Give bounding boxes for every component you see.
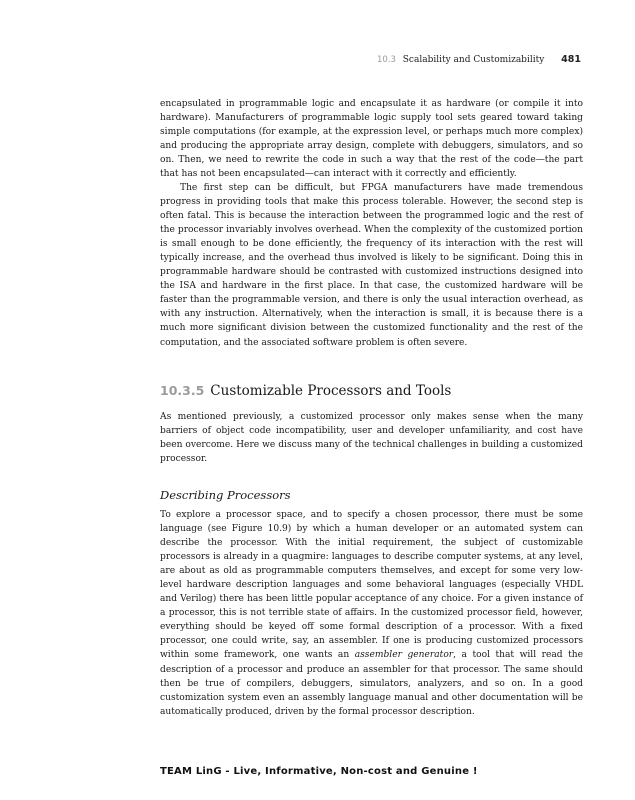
section-number: 10.3.5 <box>160 383 205 398</box>
paragraph-3: As mentioned previously, a customized processor only makes sense when the many barriers of object code incompatibility, user and developer unfamiliarity, and cost have been overcome. Here we discuss many of the technical challenges in building a customized processor. <box>160 412 583 465</box>
subsection-heading: Describing Processors <box>160 488 291 502</box>
header-section-number: 10.3 <box>376 55 396 65</box>
paragraph-4-part-2: , a tool that will read the description of a processor and produce an assembler for that processor. The same should then be true of compilers, debuggers, simulators, analyzers, and so on. In a good customization system even an assembly language manual and other documentation will be automatically produced, driven by the formal processor description. <box>160 650 583 717</box>
page-number: 481 <box>561 54 581 65</box>
paragraph-4 <box>160 508 583 719</box>
paragraph-4-emphasis: assembler generator <box>354 650 454 661</box>
paragraph-4-part-1: To explore a processor space, and to specify a chosen processor, there must be some language (see Figure 10.9) by which a human developer or an automated system can describe the processor. With the initial requirement, the subject of customizable processors is already in a quagmire: languages to describe computer systems, at any level, are about as old as programmable computers themselves, and except for some very low-level hardware description languages and some behavioral languages (especially VHDL and Verilog) there has been little popular acceptance of any choice. For a given instance of a processor, this is not terrible state of affairs. In the customized processor field, however, everything should be keyed off some formal description of a processor. With a fixed processor, one could write, say, an assembler. If one is producing customized processors within some framework, one wants an <box>160 510 583 661</box>
section-heading <box>160 383 451 399</box>
watermark-footer: TEAM LinG - Live, Informative, Non-cost and Genuine ! <box>160 766 478 777</box>
section-title: Customizable Processors and Tools <box>210 383 452 399</box>
running-header <box>377 54 581 65</box>
paragraph-2: The first step can be difficult, but FPGA manufacturers have made tremendous progress in providing tools that make this process tolerable. However, the second step is often fatal. This is because the interaction between the programmed logic and the rest of the processor invariably involves overhead. When the complexity of the customized portion is small enough to be done efficiently, the frequency of its interaction with the rest will typically increase, and the overhead thus involved is likely to be significant. Doing this in programmable hardware should be contrasted with customized instructions designed into the ISA and hardware in the first place. In that case, the customized hardware will be faster than the programmable version, and there is only the usual interaction overhead, as with any instruction. Alternatively, when the interaction is small, it is because there is a much more significant division between the customized functionality and the rest of the computation, and the associated software problem is often severe. <box>160 183 583 348</box>
paragraph-1: encapsulated in programmable logic and encapsulate it as hardware (or compile it into hardware). Manufacturers of programmable logic supply tool sets geared toward taking simple computations (for example, at the expression level, or perhaps much more complex) and producing the appropriate array design, complete with debuggers, simulators, and so on. Then, we need to rewrite the code in such a way that the rest of the code—the part that has not been encapsulated—can interact with it correctly and efficiently. <box>160 99 583 180</box>
header-section-title: Scalability and Customizability <box>402 55 545 65</box>
